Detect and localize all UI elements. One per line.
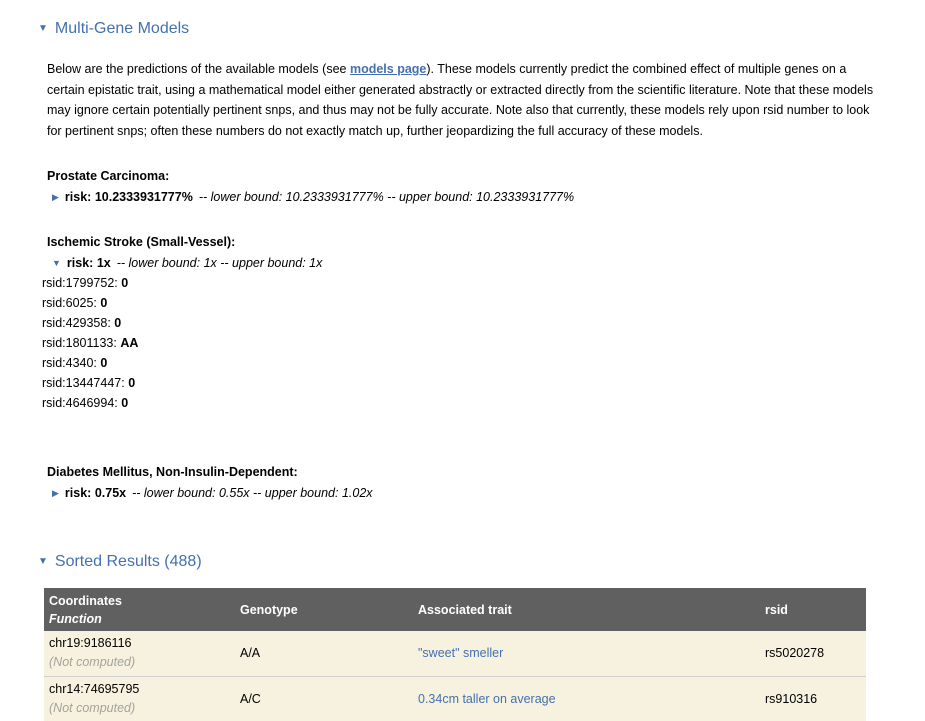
associated-trait-link[interactable]: 0.34cm taller on average (418, 691, 556, 706)
model-section-ischemic-stroke (42, 233, 925, 413)
coordinates-header-label: Coordinates (49, 593, 122, 608)
sorted-results-title: Sorted Results (488) (54, 553, 202, 570)
snp-line: rsid:1801133: AA (42, 336, 139, 350)
triangle-right-icon: ▶ (52, 487, 59, 498)
risk-bounds: -- lower bound: 0.55x -- upper bound: 1.02x (132, 486, 373, 500)
function-value: (Not computed) (49, 655, 136, 670)
function-value: (Not computed) (49, 700, 136, 715)
risk-bounds: -- lower bound: 1x -- upper bound: 1x (116, 256, 323, 270)
models-intro-paragraph (47, 59, 881, 141)
model-name: Prostate Carcinoma: (47, 169, 170, 183)
column-header-genotype: Genotype (240, 602, 298, 617)
table-header-row (44, 588, 866, 631)
model-section-diabetes-mellitus (47, 463, 925, 503)
coordinates-value: chr14:74695795 (49, 681, 140, 696)
snp-line: rsid:429358: 0 (42, 316, 122, 330)
snp-line: rsid:6025: 0 (42, 296, 108, 310)
triangle-right-icon: ▶ (52, 191, 59, 202)
risk-value: risk: 1x (66, 256, 111, 270)
snp-list (42, 273, 925, 413)
risk-value: risk: 0.75x (64, 486, 127, 500)
table-row (44, 676, 866, 721)
snp-line: rsid:13447447: 0 (42, 376, 136, 390)
associated-trait-link[interactable]: "sweet" smeller (418, 646, 504, 661)
rsid-value: rs910316 (760, 676, 866, 721)
risk-value: risk: 10.2333931777% (64, 190, 193, 204)
coordinates-value: chr19:9186116 (49, 636, 132, 651)
intro-text-after-link: ). These models currently predict the combined effect of multiple genes on a certain epistatic trait, using a mathematical model either generated abstractly or extracted directly from the scientific literature. Note that these models may ignore certain potentially pertinent snps, and thus may not be fully accurate. Note also that currently, these models rely upon rsid number to look for pertinent snps; often these numbers do not exactly match up, further jeopardizing the full accuracy of these models. (47, 62, 874, 138)
triangle-down-icon: ▼ (38, 556, 48, 567)
triangle-down-icon: ▼ (38, 23, 48, 34)
model-name: Diabetes Mellitus, Non-Insulin-Dependent: (47, 465, 298, 479)
model-section-prostate-carcinoma (47, 167, 925, 207)
snp-line: rsid:4340: 0 (42, 356, 108, 370)
multi-gene-models-header[interactable] (38, 20, 925, 38)
intro-text-before-link: Below are the predictions of the available models (see (47, 62, 350, 76)
triangle-down-icon: ▼ (52, 257, 61, 268)
model-name: Ischemic Stroke (Small-Vessel): (47, 235, 236, 249)
risk-toggle[interactable] (52, 253, 925, 273)
snp-line: rsid:1799752: 0 (42, 276, 129, 290)
genotype-value: A/C (235, 676, 413, 721)
models-page-link[interactable]: models page (349, 62, 427, 76)
function-header-label: Function (49, 611, 102, 626)
column-header-rsid: rsid (765, 602, 788, 617)
risk-bounds: -- lower bound: 10.2333931777% -- upper bound: 10.2333931777% (198, 190, 575, 204)
table-row (44, 631, 866, 676)
sorted-results-table (44, 588, 866, 721)
column-header-associated-trait: Associated trait (418, 602, 512, 617)
snp-line: rsid:4646994: 0 (42, 396, 129, 410)
risk-toggle[interactable] (52, 483, 925, 503)
column-header-coordinates-function (44, 588, 235, 631)
risk-toggle[interactable] (52, 187, 925, 207)
genotype-value: A/A (240, 646, 261, 661)
rsid-value: rs5020278 (765, 646, 825, 661)
sorted-results-header[interactable] (38, 553, 925, 571)
multi-gene-models-title: Multi-Gene Models (54, 20, 190, 37)
